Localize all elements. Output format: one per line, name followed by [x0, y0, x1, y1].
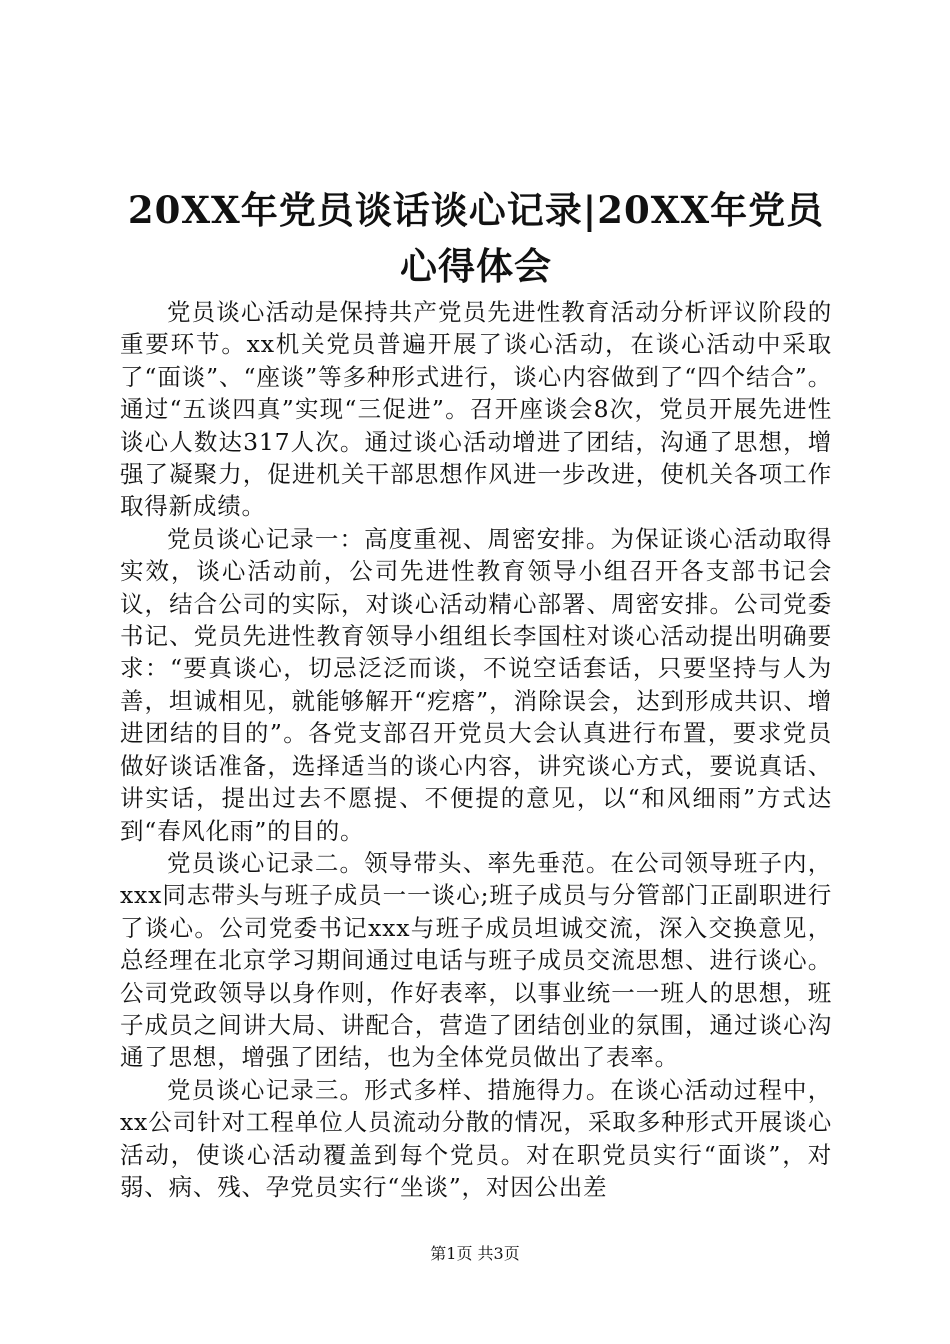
paragraph-record-three: 党员谈心记录三。形式多样、措施得力。在谈心活动过程中，xx公司针对工程单位人员流动分散的情况，采取多种形式开展谈心活动，使谈心活动覆盖到每个党员。对在职党员实行“面谈”，对弱、病、残、孕党员实行“坐谈”，对因公出差: [120, 1075, 832, 1201]
paragraph-record-two: 党员谈心记录二。领导带头、率先垂范。在公司领导班子内，xxx同志带头与班子成员一一谈心;班子成员与分管部门正副职进行了谈心。公司党委书记xxx与班子成员坦诚交流，深入交换意见，总经理在北京学习期间通过电话与班子成员交流思想、进行谈心。公司党政领导以身作则，作好表率，以事业统一一班人的思想，班子成员之间讲大局、讲配合，营造了团结创业的氛围，通过谈心沟通了思想，增强了团结，也为全体党员做出了表率。: [120, 848, 832, 1072]
document-body: [120, 296, 832, 1203]
paragraph-record-one: 党员谈心记录一：高度重视、周密安排。为保证谈心活动取得实效，谈心活动前，公司先进性教育领导小组召开各支部书记会议，结合公司的实际，对谈心活动精心部署、周密安排。公司党委书记、党员先进性教育领导小组组长李国柱对谈心活动提出明确要求：“要真谈心，切忌泛泛而谈，不说空话套话，只要坚持与人为善，坦诚相见，就能够解开“疙瘩”，消除误会，达到形成共识、增进团结的目的”。各党支部召开党员大会认真进行布置，要求党员做好谈话准备，选择适当的谈心内容，讲究谈心方式，要说真话、讲实话，提出过去不愿提、不便提的意见，以“和风细雨”方式达到“春风化雨”的目的。: [120, 524, 832, 845]
page-number-footer: 第1页 共3页: [430, 1244, 520, 1263]
document-title: 20XX年党员谈话谈心记录|20XX年党员心得体会: [127, 188, 825, 288]
paragraph-intro: 党员谈心活动是保持共产党员先进性教育活动分析评议阶段的重要环节。xx机关党员普遍开展了谈心活动，在谈心活动中采取了“面谈”、“座谈”等多种形式进行，谈心内容做到了“四个结合”。通过“五谈四真”实现“三促进”。召开座谈会8次，党员开展先进性谈心人数达317人次。通过谈心活动增进了团结，沟通了思想，增强了凝聚力，促进机关干部思想作风进一步改进，使机关各项工作取得新成绩。: [120, 298, 832, 521]
